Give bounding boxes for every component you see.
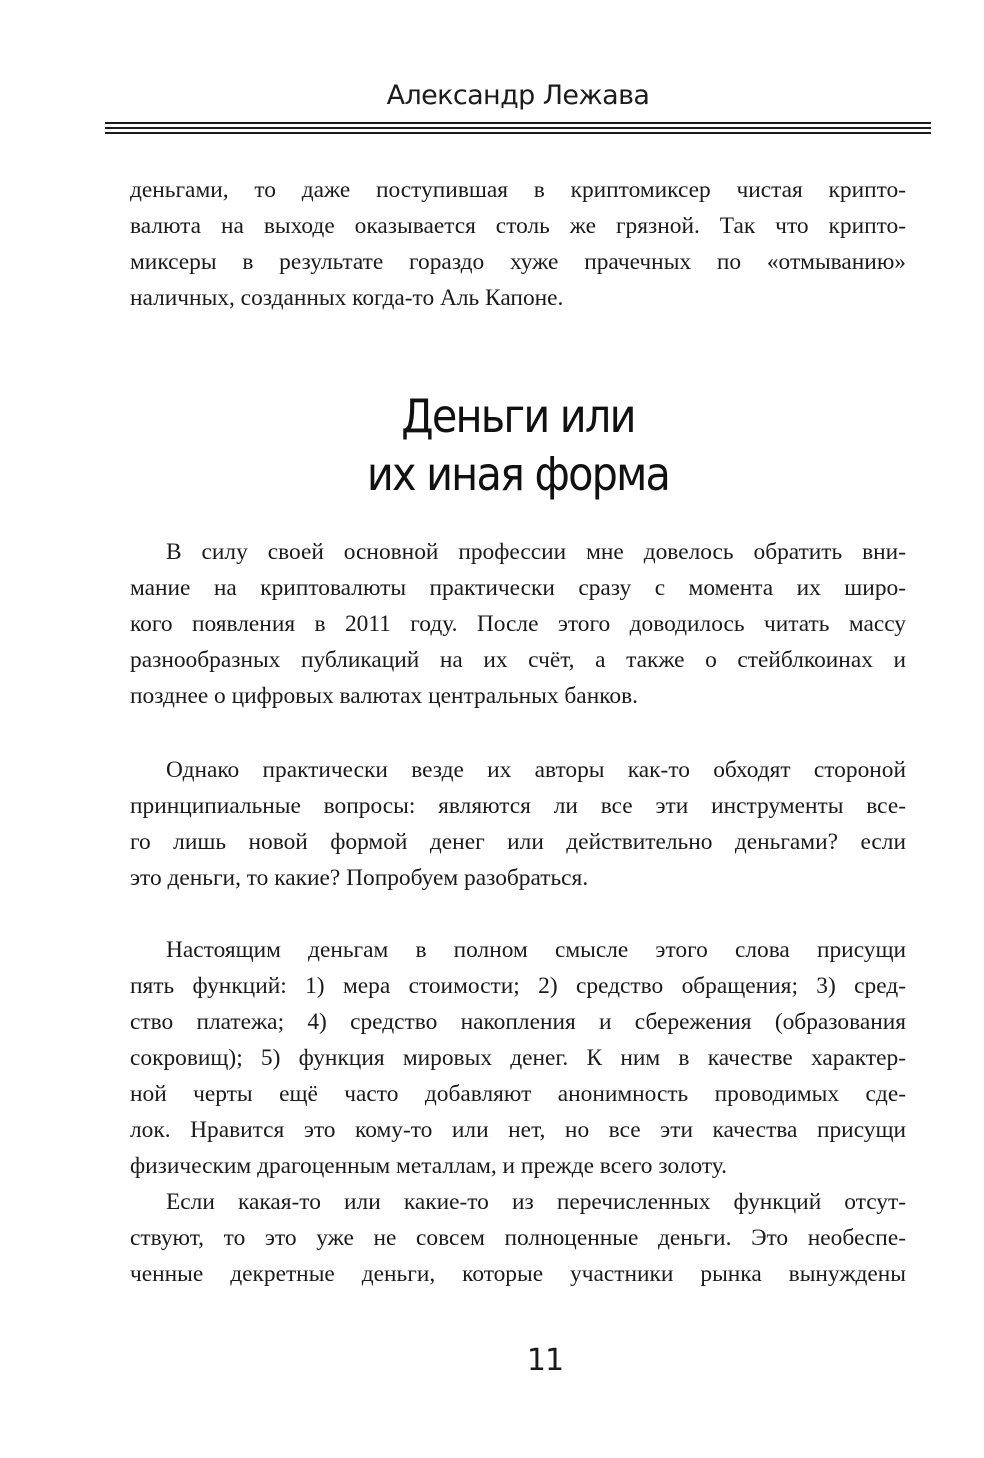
text-line: кого появления в 2011 году. После этого доводилось читать массу — [130, 611, 906, 637]
text-line: В силу своей основной профессии мне довелось обратить вни- — [166, 539, 906, 565]
text-line: мание на криптовалюты практически сразу с момента их широ- — [130, 575, 906, 601]
header-rule-top — [105, 122, 931, 124]
text-line: сокровищ); 5) функция мировых денег. К ним в качестве характер- — [130, 1045, 906, 1071]
chapter-title-line-1: Деньги или — [401, 389, 635, 443]
header-rule-middle — [105, 127, 931, 129]
text-line: миксеры в результате гораздо хуже прачечных по «отмыванию» — [130, 249, 906, 275]
text-line: пять функций: 1) мера стоимости; 2) средство обращения; 3) сред- — [130, 973, 906, 999]
text-line: лок. Нравится это кому-то или нет, но все эти качества присущи — [130, 1117, 906, 1143]
header-rule-bottom — [105, 132, 931, 134]
text-line: ство платежа; 4) средство накопления и сбережения (образования — [130, 1009, 906, 1035]
text-line: ной черты ещё часто добавляют анонимность проводимых сде- — [130, 1081, 906, 1107]
text-line: разнообразных публикаций на их счёт, а также о стейблкоинах и — [130, 647, 906, 673]
text-line: принципиальные вопросы: являются ли все эти инструменты все- — [130, 793, 906, 819]
page-number: 11 — [526, 1343, 564, 1378]
text-line: Если какая-то или какие-то из перечисленных функций отсут- — [166, 1189, 906, 1215]
text-line: наличных, созданных когда-то Аль Капоне. — [130, 285, 564, 311]
text-line: деньгами, то даже поступившая в криптомиксер чистая крипто- — [130, 177, 906, 203]
text-line: физическим драгоценным металлам, и прежде всего золоту. — [130, 1153, 727, 1179]
text-line: Настоящим деньгам в полном смысле этого слова присущи — [166, 937, 906, 963]
text-line: позднее о цифровых валютах центральных банков. — [130, 683, 638, 709]
text-line: валюта на выходе оказывается столь же грязной. Так что крипто- — [130, 213, 906, 239]
text-line: ченные декретные деньги, которые участники рынка вынуждены — [130, 1261, 906, 1287]
running-header-author: Александр Лежава — [386, 80, 650, 111]
text-line: ствуют, то это уже не совсем полноценные деньги. Это необеспе- — [130, 1225, 906, 1251]
text-line: Однако практически везде их авторы как-то обходят стороной — [166, 757, 906, 783]
chapter-title-line-2: их иная форма — [366, 447, 670, 501]
text-line: это деньги, то какие? Попробуем разобраться. — [130, 865, 589, 891]
text-line: го лишь новой формой денег или действительно деньгами? если — [130, 829, 906, 855]
